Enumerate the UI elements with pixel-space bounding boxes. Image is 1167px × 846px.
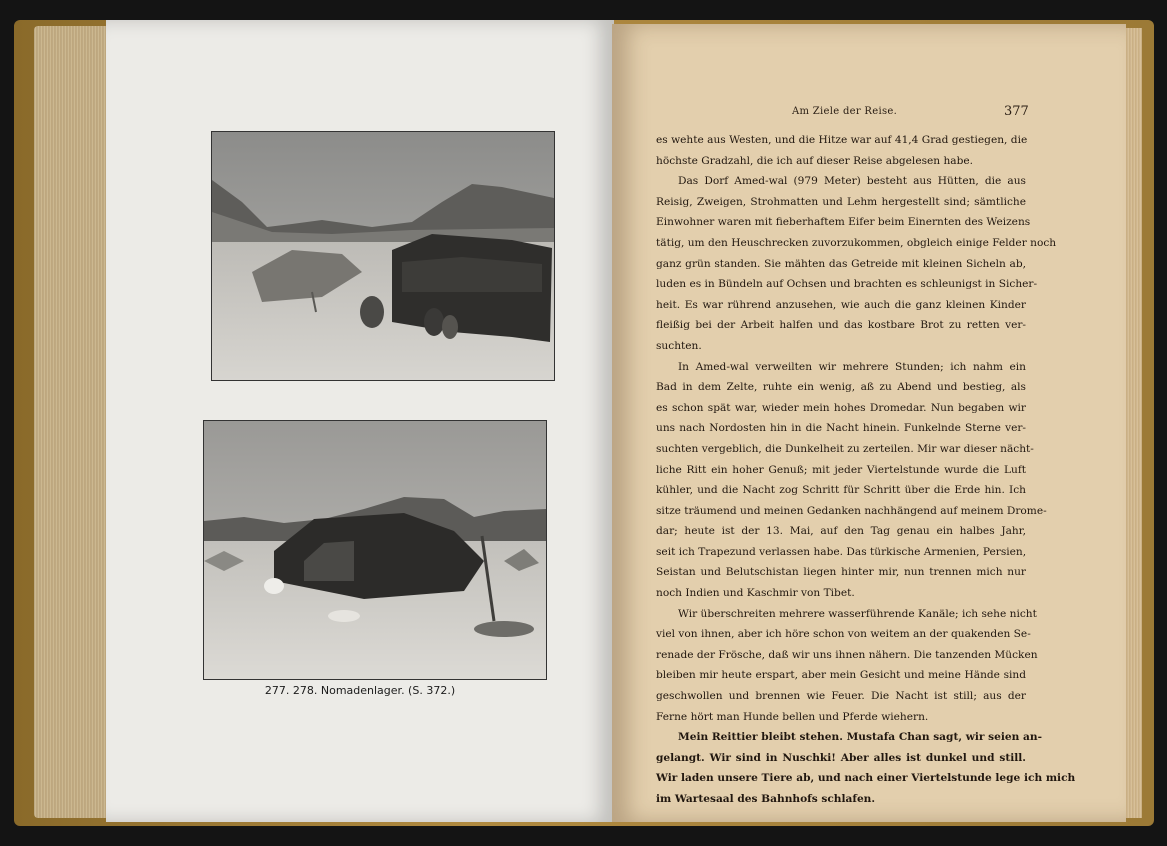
text-line: uns nach Nordosten hin in die Nacht hinein. Funkelnde Sterne ver- [656,422,1026,435]
nomad-camp-photo-bottom [203,420,547,680]
body-text [656,130,1076,810]
running-head: Am Ziele der Reise. [792,106,898,117]
text-line: im Wartesaal des Bahnhofs schlafen. [656,793,876,805]
text-line: bleiben mir heute erspart, aber mein Gesicht und meine Hände sind [656,669,1026,682]
text-line: luden es in Bündeln auf Ochsen und brachten es schleunigst in Sicher- [656,278,1038,291]
left-page [106,20,614,822]
text-line: ganz grün standen. Sie mähten das Getreide mit kleinen Sicheln ab, [656,257,1026,270]
text-line: liche Ritt ein hoher Genuß; mit jeder Viertelstunde wurde die Luft [656,463,1026,476]
text-line: Mein Reittier bleibt stehen. Mustafa Chan sagt, wir seien an- [678,731,1042,744]
page-edges-left [34,26,112,818]
text-line: suchten. [656,339,702,352]
text-line: viel von ihnen, aber ich höre schon von weitem an der quakenden Se- [656,628,1031,641]
text-line: seit ich Trapezund verlassen habe. Das türkische Armenien, Persien, [656,545,1027,558]
text-line: Bad in dem Zelte, ruhte ein wenig, aß zu Abend und bestieg, als [656,381,1026,394]
text-line: höchste Gradzahl, die ich auf dieser Reise abgelesen habe. [656,154,974,167]
text-line: In Amed-wal verweilten wir mehrere Stunden; ich nahm ein [678,360,1026,373]
nomad-camp-image-bottom [204,421,546,679]
text-line: tätig, um den Heuschrecken zuvorzukommen, obgleich einige Felder noch [656,236,1057,249]
text-line: es wehte aus Westen, und die Hitze war auf 41,4 Grad gestiegen, die [656,134,1028,146]
text-line: fleißig bei der Arbeit halfen und das kostbare Brot zu retten ver- [656,319,1026,332]
text-line: Seistan und Belutschistan liegen hinter mir, nun trennen mich nur [656,566,1026,579]
text-line: suchten vergeblich, die Dunkelheit zu zerteilen. Mir war dieser nächt- [656,442,1034,455]
nomad-camp-photo-top [211,131,555,381]
text-line: sitze träumend und meinen Gedanken nachhängend auf meinem Drome- [656,504,1047,517]
right-page [612,24,1126,822]
text-line: heit. Es war rührend anzusehen, wie auch die ganz kleinen Kinder [656,298,1026,311]
nomad-camp-image-top [212,132,554,380]
text-line: geschwollen und brennen wie Feuer. Die Nacht ist still; aus der [656,690,1026,703]
text-line: kühler, und die Nacht zog Schritt für Schritt über die Erde hin. Ich [656,484,1026,497]
text-line: Wir laden unsere Tiere ab, und nach einer Viertelstunde lege ich mich [656,772,1076,785]
text-line: Reisig, Zweigen, Strohmatten und Lehm hergestellt sind; sämtliche [656,195,1026,208]
text-line: es schon spät war, wieder mein hohes Dromedar. Nun begaben wir [656,401,1026,414]
text-line: Das Dorf Amed-wal (979 Meter) besteht aus Hütten, die aus [678,175,1026,188]
text-line: dar; heute ist der 13. Mai, auf den Tag genau ein halbes Jahr, [656,525,1026,538]
page-number: 377 [1004,104,1029,119]
text-line: Wir überschreiten mehrere wasserführende Kanäle; ich sehe nicht [678,607,1037,620]
photo-caption: 277. 278. Nomadenlager. (S. 372.) [264,684,456,697]
text-line: Einwohner waren mit fieberhaftem Eifer beim Einernten des Weizens [656,216,1031,229]
text-line: Ferne hört man Hunde bellen und Pferde wiehern. [656,710,929,723]
text-line: gelangt. Wir sind in Nuschki! Aber alles ist dunkel und still. [656,751,1026,764]
text-line: noch Indien und Kaschmir von Tibet. [656,587,855,600]
text-line: renade der Frösche, daß wir uns ihnen nähern. Die tanzenden Mücken [656,648,1038,661]
